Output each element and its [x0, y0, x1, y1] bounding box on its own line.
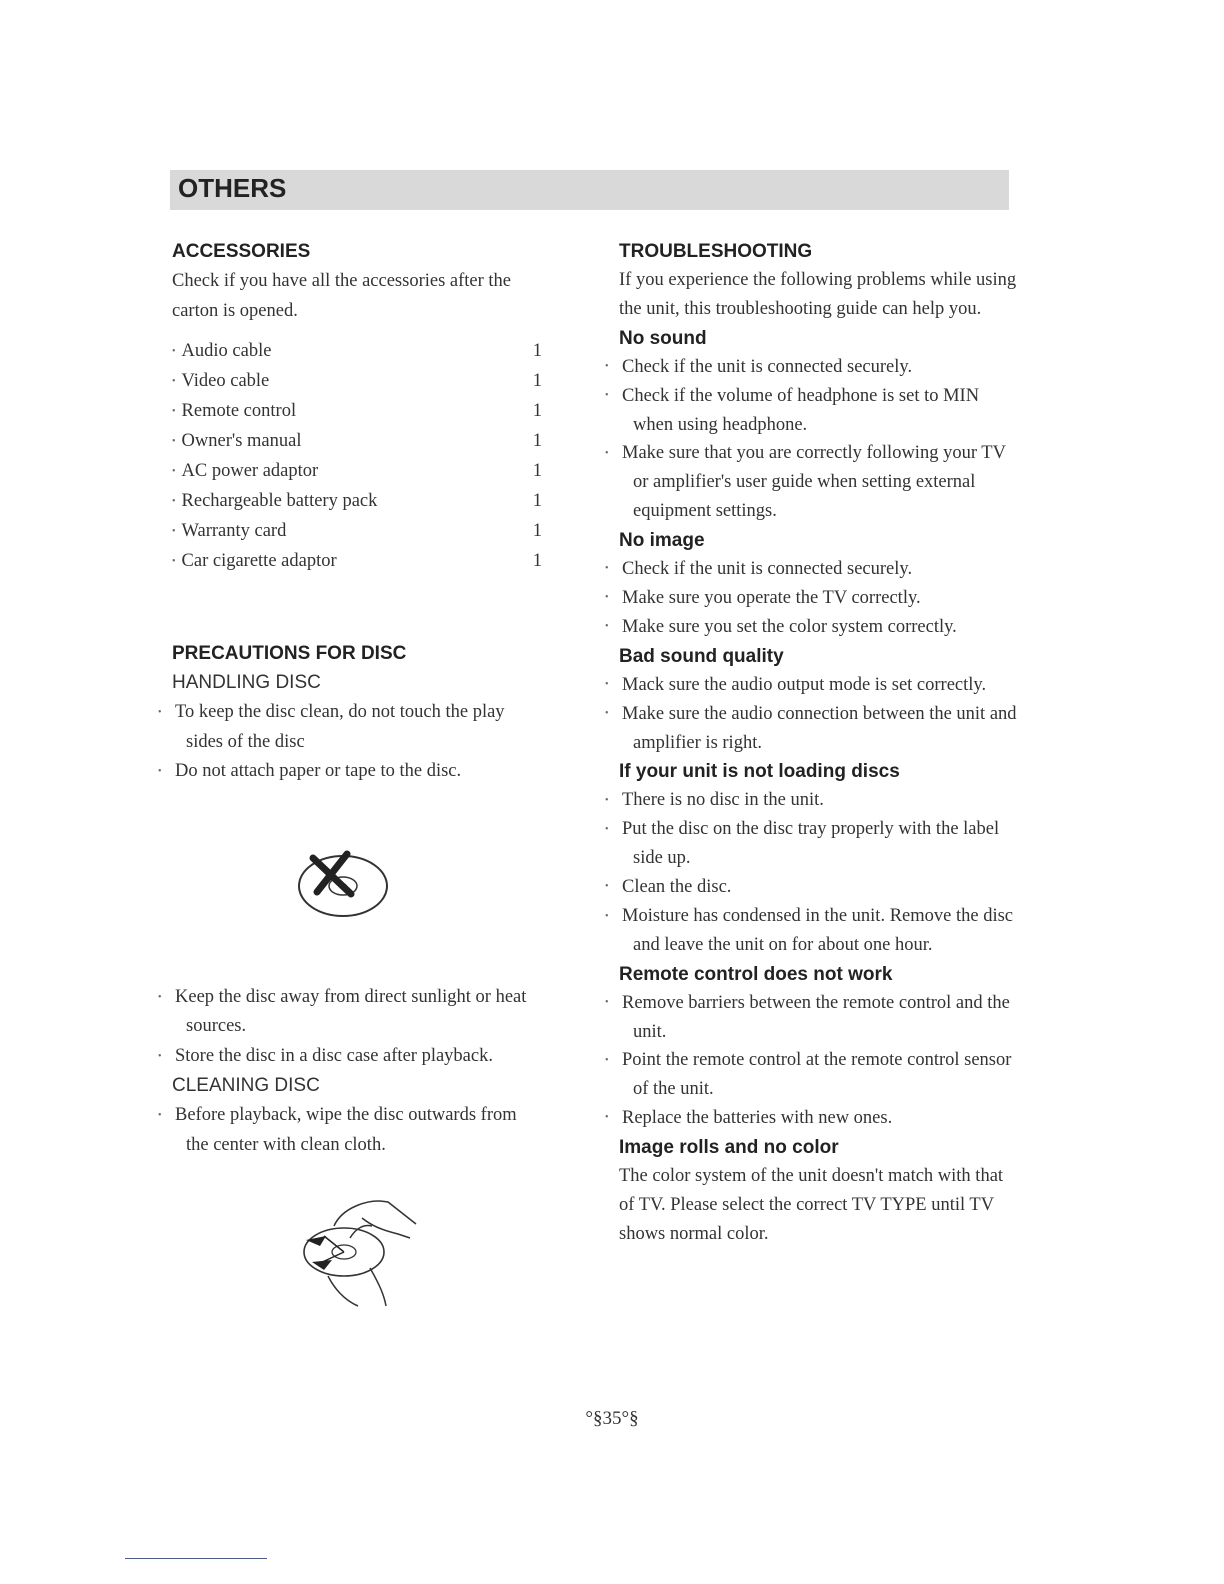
accessory-name: Owner's manual — [181, 431, 302, 451]
list-item — [172, 396, 542, 426]
accessory-qty: 1 — [532, 551, 542, 571]
section-title-bad-sound-quality: Bad sound quality — [619, 645, 784, 667]
arrow-left-icon — [306, 1236, 326, 1246]
precautions-heading: PRECAUTIONS FOR DISC — [172, 643, 407, 664]
list-item — [172, 516, 542, 546]
section-banner — [170, 170, 1009, 210]
list-item: • Point the remote control at the remote control sensor of the unit. — [605, 1050, 1012, 1100]
right-column — [605, 238, 1019, 1248]
list-item: • Make sure you operate the TV correctly. — [605, 587, 921, 608]
accessory-qty: 1 — [532, 461, 542, 481]
accessory-name: AC power adaptor — [181, 461, 319, 481]
bullet-icon: • — [172, 465, 176, 477]
cloth-outline — [350, 1226, 372, 1239]
section-title-remote-control: Remote control does not work — [619, 963, 893, 985]
list-item: • To keep the disc clean, do not touch the play sides of the disc — [158, 702, 505, 752]
accessory-name: Video cable — [181, 371, 270, 391]
accessory-qty: 1 — [532, 371, 542, 391]
accessory-name: Warranty card — [181, 521, 287, 541]
left-column — [158, 238, 542, 1160]
list-item: • Replace the batteries with new ones. — [605, 1108, 893, 1128]
handling-disc-heading: HANDLING DISC — [172, 672, 321, 693]
page-number: °§35°§ — [585, 1408, 639, 1429]
accessory-qty: 1 — [532, 401, 542, 421]
image-rolls-text: The color system of the unit doesn't match with that of TV. Please select the correct TV TYPE until TV shows normal color. — [619, 1166, 1004, 1244]
upper-hand-outline — [334, 1201, 416, 1238]
list-item: • Do not attach paper or tape to the disc. — [158, 761, 462, 781]
list-item — [172, 426, 542, 456]
list-item: • Make sure that you are correctly following your TV or amplifier's user guide when setting external equipment settings. — [605, 443, 1006, 521]
bullet-icon: • — [172, 405, 176, 417]
accessory-qty: 1 — [532, 521, 542, 541]
troubleshooting-heading: TROUBLESHOOTING — [619, 241, 813, 262]
accessory-name: Remote control — [181, 401, 297, 421]
section-title-no-sound: No sound — [619, 327, 707, 349]
list-item: • Make sure you set the color system correctly. — [605, 616, 957, 637]
list-item: • Clean the disc. — [605, 877, 732, 898]
accessory-name: Car cigarette adaptor — [181, 551, 337, 571]
cleaning-disc-heading: CLEANING DISC — [172, 1075, 320, 1096]
accessories-heading: ACCESSORIES — [172, 241, 311, 262]
list-item: • Store the disc in a disc case after playback. — [158, 1045, 493, 1066]
page-title: OTHERS — [178, 173, 287, 203]
bullet-icon: • — [172, 495, 176, 507]
accessory-name: Audio cable — [181, 341, 272, 361]
accessory-qty: 1 — [532, 491, 542, 511]
bullet-icon: • — [172, 555, 176, 567]
list-item — [172, 456, 542, 486]
section-title-image-rolls: Image rolls and no color — [619, 1137, 839, 1159]
list-item: • Moisture has condensed in the unit. Remove the disc and leave the unit on for about one hour. — [605, 906, 1013, 956]
bullet-icon: • — [172, 435, 176, 447]
list-item: • There is no disc in the unit. — [605, 790, 824, 811]
section-title-not-loading-discs: If your unit is not loading discs — [619, 761, 900, 783]
list-item: • Check if the volume of headphone is set to MIN when using headphone. — [605, 385, 980, 435]
list-item: • Check if the unit is connected securely. — [605, 356, 913, 377]
accessory-qty: 1 — [532, 341, 542, 361]
troubleshooting-intro: If you experience the following problems while using the unit, this troubleshooting guide can help you. — [619, 270, 1017, 319]
section-title-no-image: No image — [619, 529, 705, 551]
list-item: • Put the disc on the disc tray properly with the label side up. — [605, 819, 1000, 869]
list-item — [172, 366, 542, 396]
accessory-name: Rechargeable battery pack — [181, 491, 378, 511]
list-item — [172, 336, 542, 366]
bullet-icon: • — [172, 375, 176, 387]
list-item: • Make sure the audio connection between the unit and amplifier is right. — [605, 703, 1017, 753]
list-item: • Mack sure the audio output mode is set correctly. — [605, 674, 987, 695]
accessories-intro: Check if you have all the accessories after the carton is opened. — [172, 271, 512, 321]
disc-no-touch-illustration — [295, 846, 391, 918]
list-item: • Keep the disc away from direct sunlight or heat sources. — [158, 986, 527, 1036]
accessory-qty: 1 — [532, 431, 542, 451]
list-item: • Before playback, wipe the disc outwards from the center with clean cloth. — [158, 1105, 517, 1155]
lower-hand-outline — [328, 1268, 386, 1306]
disc-cleaning-illustration — [298, 1196, 422, 1308]
accessories-list — [172, 336, 542, 576]
bullet-icon: • — [172, 345, 176, 357]
list-item — [172, 546, 542, 576]
footer-rule — [125, 1558, 267, 1559]
list-item: • Check if the unit is connected securely. — [605, 558, 913, 579]
bullet-icon: • — [172, 525, 176, 537]
list-item: • Remove barriers between the remote control and the unit. — [605, 992, 1010, 1042]
list-item — [172, 486, 542, 516]
